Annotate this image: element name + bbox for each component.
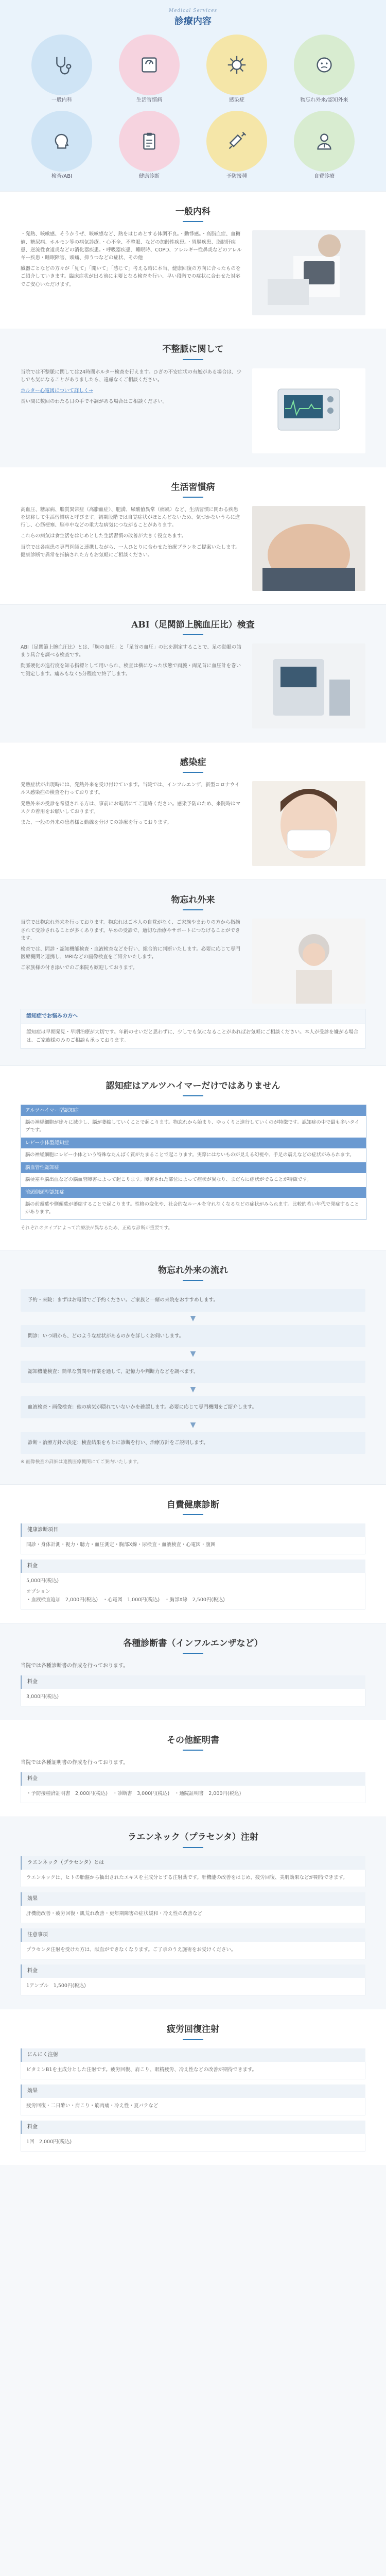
paragraph: これらの病気は食生活をはじめとした生活習慣の改善が大きく役立ちます。: [21, 533, 187, 539]
service-vaccination[interactable]: [193, 111, 280, 180]
section-title: 感染症: [180, 757, 206, 768]
clipboard-icon: [137, 129, 161, 153]
section-title: 一般内科: [176, 207, 210, 217]
sub-body: ラエンネックは、ヒトの胎盤から抽出されたエキスを主成分とする注射薬です。肝機能の改善をはじめ、疲労回復、美肌効果などが期待できます。: [21, 1870, 365, 1887]
hero-subtitle: Medical Services: [168, 8, 218, 13]
doctor-tablet-photo: [252, 230, 365, 315]
service-label: 感染症: [229, 97, 244, 104]
title-underline: [183, 772, 203, 773]
section-title: 物忘れ外来: [171, 895, 215, 906]
paragraph: 当院では各疾患の専門医師と連携しながら、一人ひとりに合わせた治療プランをご提案いたします。健康診断で異常を指摘された方もお気軽にご相談ください。: [21, 544, 240, 558]
chevron-down-icon: ▼: [190, 1349, 196, 1358]
title-underline: [183, 1280, 203, 1281]
doctor-icon: [312, 129, 336, 153]
service-self-pay[interactable]: [280, 111, 368, 180]
note-heading: 認知症でお悩みの方へ: [21, 1009, 365, 1024]
title-underline: [183, 221, 203, 222]
scale-icon: [137, 53, 161, 77]
sub-body: 肝機能改善・疲労回復・肌荒れ改善・更年期障害の症状緩和・冷え性の改善など: [21, 1906, 365, 1923]
service-grid: [18, 35, 368, 180]
title-underline: [183, 1514, 203, 1515]
paragraph: 当院では不整脈に関しては24時間ホルター検査を行えます。ひざの不安症状の有無がある場合は、少しでも気になることがありましたら、遠慮なくご相談ください。: [21, 369, 241, 383]
section-title: 生活習慣病: [171, 482, 215, 493]
paragraph: 長い間に数回のわたる日の手で不調がある場合はご相談ください。: [21, 399, 168, 405]
service-abi[interactable]: [18, 111, 106, 180]
section-title: 物忘れ外来の流れ: [158, 1265, 228, 1276]
sub-body: プラセンタ注射を受けた方は、献血ができなくなります。ご了承のうえ施術をお受けください。: [21, 1942, 365, 1959]
section-flow: [0, 1250, 386, 1484]
flow-step: 問診：いつ頃から、どのような症状があるのかを詳しくお伺いします。: [21, 1325, 365, 1347]
syringe-icon: [225, 129, 249, 153]
chevron-down-icon: ▼: [190, 1421, 196, 1430]
type-body: 脳梗塞や脳出血などの脳血管障害によって起こります。障害された部位によって症状が異なり、まだらに症状がでることが特徴です。: [21, 1173, 366, 1187]
belly-photo: [252, 506, 365, 591]
page-footer-space: [0, 2165, 386, 2211]
type-body: 脳の神経細胞が徐々に減少し、脳が萎縮していくことで起こります。物忘れから始まり、ゆっくりと進行していくのが特徴です。認知症の中で最も多いタイプです。: [21, 1116, 366, 1138]
stethoscope-icon: [50, 53, 74, 77]
section-arrhythmia: [0, 329, 386, 466]
sub-body: 問診・身体計測・視力・聴力・血圧測定・胸部X線・尿検査・血液検査・心電図・腹囲: [21, 1537, 365, 1554]
sub-heading: 料金: [21, 1772, 365, 1786]
dementia-types-table: [21, 1105, 366, 1220]
service-label: 一般内科: [51, 97, 72, 104]
flow-step: 診断・治療方針の決定：検査結果をもとに診断を行い、治療方針をご説明します。: [21, 1432, 365, 1454]
service-label: 生活習慣病: [136, 97, 162, 104]
title-underline: [183, 1653, 203, 1654]
paragraph: 高血圧、糖尿病、脂質異常症（高脂血症）、肥満、尿酸値異常（痛風）など、生活習慣に関わる疾患を総称して生活習慣病と呼びます。初期段階では自覚症状がほとんどないため、気づかないうちに進行し、心筋梗塞、脳卒中などの重大な病気につながることがあります。: [21, 506, 240, 529]
section-title: 疲労回復注射: [167, 2024, 219, 2035]
section-title: 不整脈に関して: [162, 344, 224, 355]
title-underline: [183, 497, 203, 498]
paragraph: 発熱外来の受診を希望される方は、事前にお電話にてご連絡ください。感染予防のため、来院時はマスクの着用をお願いしております。: [21, 801, 241, 815]
sub-heading: 料金: [21, 1675, 365, 1689]
sub-heading: 料金: [21, 1964, 365, 1978]
head-icon: [50, 129, 74, 153]
section-certificate: [0, 1623, 386, 1720]
service-label: 物忘れ外来/認知外来: [300, 97, 348, 104]
section-lifestyle: [0, 467, 386, 604]
type-heading: 脳血管性認知症: [21, 1162, 366, 1173]
title-underline: [183, 359, 203, 360]
paragraph: 当院では各種診断書の作成を行っております。: [21, 1663, 129, 1669]
service-lifestyle[interactable]: [106, 35, 193, 104]
section-fatigue: [0, 2009, 386, 2165]
hero-title: 診療内容: [174, 16, 212, 27]
section-title: その他証明書: [167, 1735, 219, 1746]
type-body: 脳の前頭葉や側頭葉が萎縮することで起こります。性格の変化や、社会的なルールを守れなくなるなどの症状がみられます。比較的若い年代で発症することがあります。: [21, 1198, 366, 1219]
masked-child-photo: [252, 781, 365, 866]
service-memory[interactable]: [280, 35, 368, 104]
paragraph: ご家族様の付き添いでのご来院も歓迎しております。: [21, 965, 138, 971]
sub-heading: 健康診断項目: [21, 1523, 365, 1537]
section-memory: [0, 879, 386, 1065]
flow-step: 認知機能検査：簡単な質問や作業を通して、記憶力や判断力などを調べます。: [21, 1361, 365, 1383]
sub-heading: にんにく注射: [21, 2048, 365, 2062]
option-heading: オプション: [26, 1589, 50, 1595]
chevron-down-icon: ▼: [190, 1385, 196, 1394]
paragraph: 当院では各種証明書の作成を行っております。: [21, 1760, 129, 1766]
flow-step: 血液検査・画像検査：他の病気が隠れていないかを確認します。必要に応じて専門機関をご紹介します。: [21, 1396, 365, 1418]
section-dementia-types: [0, 1065, 386, 1250]
sub-heading: 効果: [21, 2084, 365, 2098]
note-body: 認知症は早期発見・早期治療が大切です。年齢のせいだと思わずに、少しでも気になることがあればお気軽にご相談ください。本人が受診を嫌がる場合は、ご家族様のみのご相談も承っております。: [26, 1029, 359, 1043]
section-placenta: [0, 1817, 386, 2009]
elderly-woman-photo: [252, 919, 365, 1004]
section-title: 認知症はアルツハイマーだけではありません: [106, 1080, 280, 1091]
paragraph: ABI（足関節上腕血圧比）とは、「腕の血圧」と「足首の血圧」の比を測定することで、足の動脈の詰まり具合を調べる検査です。: [21, 644, 241, 658]
fee-value: 3,000円(税込): [21, 1689, 365, 1706]
holter-device-photo: [252, 368, 365, 453]
holter-link[interactable]: ホルター心電図について詳しく→: [21, 387, 93, 394]
paragraph: 臓器ごとなどの方々が「見て」「聞いて」「感じて」考える時に本当、健康回復の方向に合ったものをご紹介していきます。臨床症状が出る前に主要となる検査を行い、早い段階での症状に合わせた対応でご安心いただけます。: [21, 266, 241, 287]
service-label: 健康診断: [139, 174, 160, 180]
types-footnote: それぞれのタイプによって治療法が異なるため、正確な診断が重要です。: [21, 1225, 173, 1231]
type-body: 脳の神経細胞にレビー小体という特殊なたんぱく質がたまることで起こります。実際にはないものが見える幻視や、手足の震えなどの症状がみられます。: [21, 1148, 366, 1162]
option-list: ・血液検査追加 2,000円(税込) ・心電図 1,000円(税込) ・胸部X線 2,500円(税込): [26, 1597, 225, 1603]
section-checkup: [0, 1484, 386, 1623]
dementia-note: [21, 1009, 365, 1048]
sub-body: ビタミンB1を主成分とした注射です。疲労回復、肩こり、眼精疲労、冷え性などの改善が期待できます。: [21, 2062, 365, 2079]
section-infection: [0, 742, 386, 879]
type-heading: アルツハイマー型認知症: [21, 1105, 366, 1116]
type-heading: レビー小体型認知症: [21, 1138, 366, 1148]
flow-step: 予約・来院：まずはお電話でご予約ください。ご家族と一緒の来院をおすすめします。: [21, 1289, 365, 1311]
sub-heading: 料金: [21, 2121, 365, 2134]
section-abi: [0, 604, 386, 742]
section-title: ラエンネック（プラセンタ）注射: [128, 1832, 258, 1843]
paragraph: 動脈硬化の進行度を知る指標として用いられ、検査は横になった状態で両腕・両足首に血圧計を巻いて測定します。痛みもなく5分程度で終了します。: [21, 663, 241, 677]
flow-footnote: ※ 画像検査の詳細は連携医療機関にてご案内いたします。: [21, 1460, 142, 1465]
services-hero: [0, 0, 386, 191]
title-underline: [183, 634, 203, 635]
type-heading: 前頭側頭型認知症: [21, 1187, 366, 1198]
paragraph: また、一般の外来の患者様と動線を分けての診療を行っております。: [21, 819, 172, 825]
section-title: ABI（足関節上腕血圧比）検査: [131, 619, 255, 630]
service-checkup[interactable]: [106, 111, 193, 180]
title-underline: [183, 1750, 203, 1751]
sub-body: 疲労回復・二日酔い・肩こり・筋肉痛・冷え性・夏バテなど: [21, 2098, 365, 2115]
fee-value: ・予防接種済証明書 2,000円(税込) ・診断書 3,000円(税込) ・通院証明書 2,000円(税込): [21, 1786, 365, 1803]
title-underline: [183, 909, 203, 910]
paragraph: ・発熱、咳嗽感、そうかうぜ、咳嗽感など、熱をはじめとする体調不良。・動悸感。・高脂血症、血糖値、糖尿病、ホルモン等の病気診療。・心不全、不整脈、などの加齢性疾患。・胃腸疾患、脂肪肝疾患、逆流性食道炎などの消化器疾患。・呼吸器疾患、睡眠時、COPD、アレルギー性鼻炎などのアレルギー疾患・睡眠障害、頭痛、抑うつなどの症状、その他: [21, 231, 242, 261]
title-underline: [183, 1095, 203, 1096]
fee-value: 1アンプル 1,500円(税込): [21, 1978, 365, 1995]
sub-heading: 料金: [21, 1560, 365, 1573]
service-infection[interactable]: [193, 35, 280, 104]
paragraph: 発熱症状が出現時には、発熱外来を受け付けています。当院では、インフルエンザ、新型コロナウイルス感染症の検査を行っております。: [21, 782, 240, 796]
service-label: 自費診療: [314, 174, 335, 180]
face-icon: [312, 53, 336, 77]
fee-value: 1回 2,000円(税込): [21, 2134, 365, 2151]
sub-heading: 注意事項: [21, 1928, 365, 1942]
section-other-certificates: [0, 1720, 386, 1817]
sub-heading: 効果: [21, 1892, 365, 1906]
chevron-down-icon: ▼: [190, 1314, 196, 1323]
title-underline: [183, 2039, 203, 2040]
section-general: [0, 191, 386, 329]
service-general[interactable]: [18, 35, 106, 104]
sub-heading: ラエンネック（プラセンタ）とは: [21, 1856, 365, 1870]
section-title: 各種診断書（インフルエンザなど）: [123, 1638, 263, 1649]
service-label: 検査/ABI: [51, 174, 73, 180]
paragraph: 検査では、問診・認知機能検査・血液検査などを行い、総合的に判断いたします。必要に応じて専門医療機関と連携し、MRIなどの画像検査をご紹介いたします。: [21, 946, 240, 960]
section-title: 自費健康診断: [167, 1499, 219, 1510]
fee-value: 5,000円(税込): [26, 1578, 59, 1584]
paragraph: 当院では物忘れ外来を行っております。物忘れはご本人の自覚がなく、ご家族やまわりの方から指摘されて受診されることが多くあります。早めの受診で、適切な治療やサポートにつなげることができます。: [21, 920, 240, 941]
virus-icon: [225, 53, 249, 77]
title-underline: [183, 1847, 203, 1848]
abi-machine-photo: [252, 643, 365, 728]
service-label: 予防接種: [226, 174, 247, 180]
